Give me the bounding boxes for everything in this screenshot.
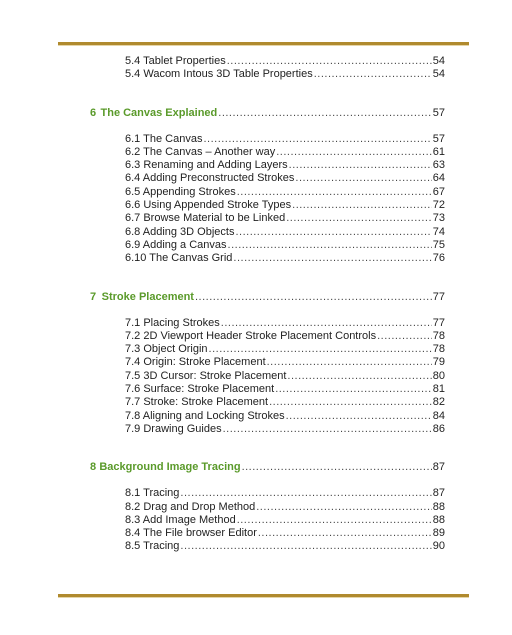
chapter-page: 57	[432, 106, 445, 119]
toc-entry-title: 6.1 The Canvas	[125, 132, 203, 145]
section-spacer	[90, 304, 445, 317]
toc-entry-page: 88	[432, 500, 445, 513]
pre-entries	[90, 55, 445, 82]
toc-entry-title: 7.4 Origin: Stroke Placement	[125, 356, 266, 369]
toc-leader-dots	[203, 133, 431, 146]
toc-leader-dots	[314, 68, 432, 81]
toc-entry-page: 81	[432, 383, 445, 396]
toc-entry[interactable]	[90, 146, 445, 159]
chapter-page: 87	[432, 461, 445, 474]
toc-leader-dots	[287, 370, 431, 383]
toc-leader-dots	[209, 343, 432, 356]
toc-leader-dots	[295, 172, 431, 185]
toc-entry-page: 78	[432, 329, 445, 342]
toc-entry[interactable]	[90, 343, 445, 356]
toc-entry[interactable]	[90, 172, 445, 185]
toc-entry-page: 87	[432, 487, 445, 500]
chapters	[90, 82, 445, 554]
toc-leader-dots	[228, 239, 432, 252]
toc-leader-dots	[237, 514, 432, 527]
toc-entry[interactable]	[90, 330, 445, 343]
toc-entry[interactable]	[90, 356, 445, 369]
toc-entry[interactable]	[90, 383, 445, 396]
toc-leader-dots	[227, 55, 432, 68]
toc-entry-title: 7.7 Stroke: Stroke Placement	[125, 396, 269, 409]
toc-leader-dots	[267, 356, 432, 369]
toc-entry-title: 6.10 The Canvas Grid	[125, 252, 233, 265]
toc-entry[interactable]	[90, 514, 445, 527]
toc-entry-title: 6.6 Using Appended Stroke Types	[125, 199, 292, 212]
toc-leader-dots	[180, 487, 431, 500]
toc-entry[interactable]	[90, 501, 445, 514]
chapter-heading[interactable]	[90, 461, 445, 474]
toc-entry-page: 61	[432, 145, 445, 158]
toc-entry-page: 76	[432, 252, 445, 265]
toc-entry[interactable]	[90, 226, 445, 239]
toc-leader-dots	[256, 501, 432, 514]
toc-entry-title: 8.5 Tracing	[125, 540, 180, 553]
toc-entry-title: 6.3 Renaming and Adding Layers	[125, 159, 288, 172]
section-spacer	[90, 436, 445, 461]
toc-leader-dots	[286, 410, 432, 423]
toc-leader-dots	[275, 383, 432, 396]
toc-entry-page: 86	[432, 422, 445, 435]
toc-leader-dots	[292, 199, 432, 212]
toc-entry-page: 54	[432, 68, 445, 81]
toc-entry-title: 8.1 Tracing	[125, 487, 180, 500]
chapter-page: 77	[432, 290, 445, 303]
toc-entry[interactable]	[90, 212, 445, 225]
chapter-number: 8	[90, 461, 97, 474]
toc-entry-title: 5.4 Wacom Intous 3D Table Properties	[125, 68, 313, 81]
toc-entry-title: 7.5 3D Cursor: Stroke Placement	[125, 369, 287, 382]
toc-entry-page: 72	[432, 199, 445, 212]
toc-entry-title: 7.8 Aligning and Locking Strokes	[125, 409, 285, 422]
section-spacer	[90, 266, 445, 291]
toc-entry-page: 90	[432, 540, 445, 553]
toc-leader-dots	[258, 527, 432, 540]
toc-entry-page: 82	[432, 396, 445, 409]
toc-entry-title: 6.8 Adding 3D Objects	[125, 225, 235, 238]
toc-entry-page: 78	[432, 343, 445, 356]
chapter-heading[interactable]	[90, 107, 445, 120]
toc-entry-page: 80	[432, 369, 445, 382]
toc-entry-page: 57	[432, 132, 445, 145]
toc-entry-title: 6.4 Adding Preconstructed Strokes	[125, 172, 295, 185]
toc-entry-title: 7.3 Object Origin	[125, 343, 208, 356]
toc-entry-page: 64	[432, 172, 445, 185]
toc-entry[interactable]	[90, 487, 445, 500]
toc-entry-title: 7.6 Surface: Stroke Placement	[125, 383, 275, 396]
chapter-number: 6	[90, 106, 97, 119]
toc-entry-title: 6.7 Browse Material to be Linked	[125, 212, 286, 225]
toc-leader-dots	[286, 212, 432, 225]
section-spacer	[90, 82, 445, 107]
table-of-contents	[90, 55, 445, 554]
toc-entry-title: 8.2 Drag and Drop Method	[125, 500, 256, 513]
toc-entry-page: 89	[432, 527, 445, 540]
toc-entry-page: 54	[432, 55, 445, 67]
toc-leader-dots	[269, 396, 432, 409]
chapter-title: The Canvas Explained	[100, 106, 218, 119]
toc-entry[interactable]	[90, 527, 445, 540]
toc-entry-title: 8.3 Add Image Method	[125, 513, 236, 526]
toc-entry[interactable]	[90, 317, 445, 330]
toc-entry[interactable]	[90, 186, 445, 199]
section-spacer	[90, 474, 445, 487]
toc-entry-title: 6.2 The Canvas – Another way	[125, 145, 276, 158]
toc-entry[interactable]	[90, 68, 445, 81]
toc-entry[interactable]	[90, 410, 445, 423]
toc-entry-page: 67	[432, 185, 445, 198]
toc-leader-dots	[242, 461, 432, 474]
toc-entry-page: 77	[432, 316, 445, 329]
toc-entry-title: 5.4 Tablet Properties	[125, 55, 226, 67]
toc-entry[interactable]	[90, 199, 445, 212]
chapter-heading[interactable]	[90, 291, 445, 304]
toc-leader-dots	[235, 226, 431, 239]
toc-entry[interactable]	[90, 239, 445, 252]
chapter-number: 7	[90, 290, 97, 303]
toc-entry-page: 73	[432, 212, 445, 225]
toc-entry-page: 79	[432, 356, 445, 369]
toc-leader-dots	[180, 540, 431, 553]
toc-entry-title: 7.1 Placing Strokes	[125, 316, 220, 329]
toc-entry[interactable]	[90, 396, 445, 409]
toc-entry[interactable]	[90, 540, 445, 553]
section-spacer	[90, 120, 445, 133]
toc-leader-dots	[276, 146, 432, 159]
toc-leader-dots	[237, 186, 432, 199]
chapter-title: Background Image Tracing	[99, 461, 241, 474]
toc-entry-title: 7.2 2D Viewport Header Stroke Placement Controls	[125, 329, 377, 342]
toc-entry-title: 6.5 Appending Strokes	[125, 185, 236, 198]
toc-leader-dots	[289, 159, 432, 172]
toc-entry-page: 84	[432, 409, 445, 422]
toc-entry-page: 74	[432, 225, 445, 238]
bottom-rule	[58, 594, 469, 597]
toc-entry-page: 63	[432, 159, 445, 172]
top-rule	[58, 42, 469, 45]
toc-leader-dots	[218, 107, 431, 120]
toc-entry-title: 7.9 Drawing Guides	[125, 422, 222, 435]
toc-entry[interactable]	[90, 133, 445, 146]
toc-leader-dots	[221, 317, 432, 330]
chapter-title: Stroke Placement	[101, 290, 194, 303]
toc-leader-dots	[377, 330, 432, 343]
toc-entry-page: 88	[432, 513, 445, 526]
toc-entry-page: 75	[432, 238, 445, 251]
toc-entry[interactable]	[90, 55, 445, 68]
toc-entry[interactable]	[90, 423, 445, 436]
toc-leader-dots	[233, 252, 431, 265]
toc-entry[interactable]	[90, 159, 445, 172]
toc-entry[interactable]	[90, 370, 445, 383]
toc-leader-dots	[223, 423, 432, 436]
toc-leader-dots	[195, 291, 432, 304]
toc-entry-title: 6.9 Adding a Canvas	[125, 238, 227, 251]
toc-entry[interactable]	[90, 252, 445, 265]
toc-entry-title: 8.4 The File browser Editor	[125, 527, 257, 540]
